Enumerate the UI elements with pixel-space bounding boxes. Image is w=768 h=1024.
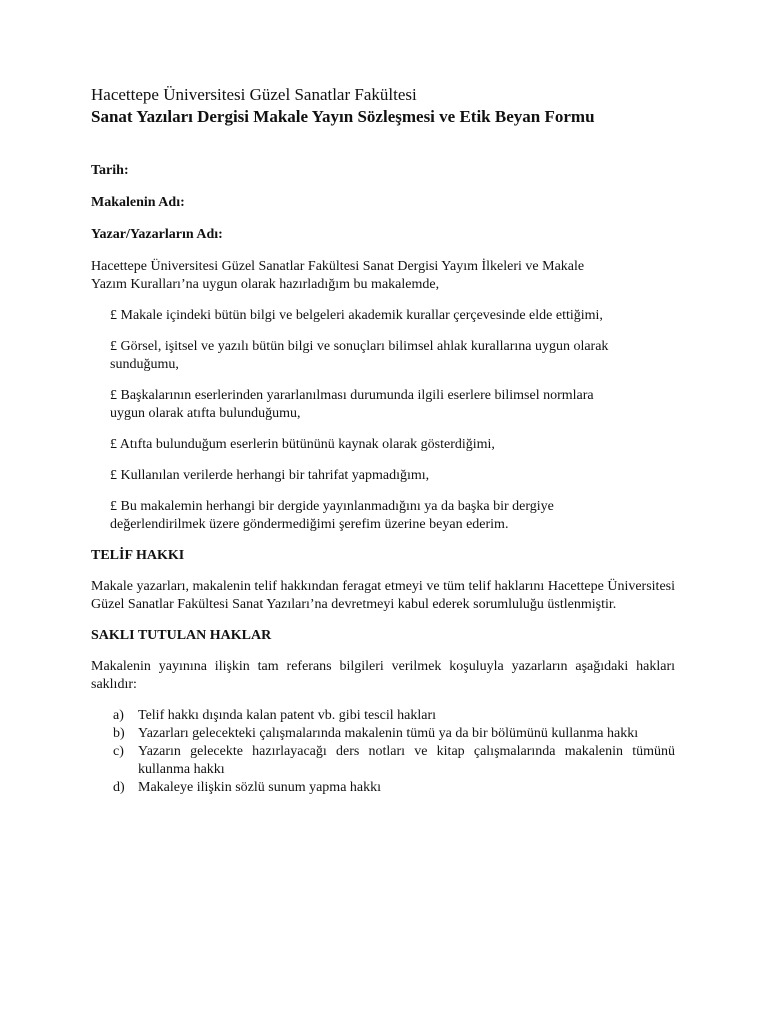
authors-label: Yazar/Yazarların Adı: bbox=[91, 227, 223, 242]
declaration-item bbox=[91, 307, 675, 325]
declaration-item bbox=[91, 436, 675, 454]
declaration-text-cont: sunduğumu, bbox=[110, 357, 179, 372]
checkbox-icon[interactable]: £ bbox=[110, 468, 117, 483]
checkbox-icon[interactable]: £ bbox=[110, 339, 117, 354]
reserved-rights-list bbox=[91, 707, 675, 797]
declaration-item bbox=[91, 467, 675, 485]
copyright-paragraph: Makale yazarları, makalenin telif hakkından feragat etmeyi ve tüm telif haklarını Hacettepe Üniversitesi Güzel Sanatlar Fakültesi Sanat Yazıları’na devretmeyi kabul ederek sorumluluğu üstlenmiştir. bbox=[91, 579, 675, 612]
list-item-label: d) bbox=[113, 780, 125, 795]
document-page bbox=[91, 84, 675, 797]
list-item-text: Yazarları gelecekteki çalışmalarında makalenin tümü ya da bir bölümünü kullanma hakkı bbox=[138, 726, 639, 741]
declaration-text: Görsel, işitsel ve yazılı bütün bilgi ve sonuçları bilimsel ahlak kurallarına uygun olarak bbox=[120, 339, 609, 354]
list-item-label: c) bbox=[113, 744, 124, 759]
declaration-list bbox=[91, 307, 675, 534]
date-label: Tarih: bbox=[91, 163, 129, 178]
checkbox-icon[interactable]: £ bbox=[110, 499, 117, 514]
declaration-text: Başkalarının eserlerinden yararlanılması durumunda ilgili eserlere bilimsel normlara bbox=[120, 388, 594, 403]
checkbox-icon[interactable]: £ bbox=[110, 308, 117, 323]
intro-line: Hacettepe Üniversitesi Güzel Sanatlar Fakültesi Sanat Dergisi Yayım İlkeleri ve Makale bbox=[91, 259, 585, 274]
checkbox-icon[interactable]: £ bbox=[110, 437, 117, 452]
list-item-text: Yazarın gelecekte hazırlayacağı ders notları ve kitap çalışmalarında makalenin tümünü kullanma hakkı bbox=[138, 744, 675, 777]
list-item-label: a) bbox=[113, 708, 124, 723]
list-item bbox=[91, 743, 675, 779]
declaration-text: Bu makalemin herhangi bir dergide yayınlanmadığını ya da başka bir dergiye bbox=[120, 499, 554, 514]
form-title: Sanat Yazıları Dergisi Makale Yayın Sözleşmesi ve Etik Beyan Formu bbox=[91, 107, 595, 126]
list-item bbox=[91, 725, 675, 743]
declaration-item bbox=[91, 338, 675, 374]
list-item bbox=[91, 779, 675, 797]
intro-line: Yazım Kuralları’na uygun olarak hazırladığım bu makalemde, bbox=[91, 277, 440, 292]
declaration-text: Atıfta bulunduğum eserlerin bütününü kaynak olarak gösterdiğimi, bbox=[119, 437, 495, 452]
reserved-rights-heading: SAKLI TUTULAN HAKLAR bbox=[91, 628, 272, 643]
declaration-text-cont: değerlendirilmek üzere göndermediğimi şerefim üzerine beyan ederim. bbox=[110, 517, 509, 532]
list-item bbox=[91, 707, 675, 725]
declaration-item bbox=[91, 387, 675, 423]
list-item-label: b) bbox=[113, 726, 125, 741]
institution-name: Hacettepe Üniversitesi Güzel Sanatlar Fakültesi bbox=[91, 85, 417, 104]
reserved-rights-paragraph: Makalenin yayınına ilişkin tam referans bilgileri verilmek koşuluyla yazarların aşağıdaki hakları saklıdır: bbox=[91, 659, 675, 692]
list-item-text: Telif hakkı dışında kalan patent vb. gibi tescil hakları bbox=[138, 708, 436, 723]
article-name-label: Makalenin Adı: bbox=[91, 195, 185, 210]
declaration-text-cont: uygun olarak atıfta bulunduğumu, bbox=[110, 406, 301, 421]
declaration-text: Makale içindeki bütün bilgi ve belgeleri akademik kurallar çerçevesinde elde ettiğimi, bbox=[120, 308, 603, 323]
declaration-item bbox=[91, 498, 675, 534]
checkbox-icon[interactable]: £ bbox=[110, 388, 117, 403]
declaration-text: Kullanılan verilerde herhangi bir tahrifat yapmadığımı, bbox=[120, 468, 430, 483]
intro-paragraph bbox=[91, 258, 675, 294]
copyright-heading: TELİF HAKKI bbox=[91, 548, 185, 563]
list-item-text: Makaleye ilişkin sözlü sunum yapma hakkı bbox=[138, 780, 382, 795]
